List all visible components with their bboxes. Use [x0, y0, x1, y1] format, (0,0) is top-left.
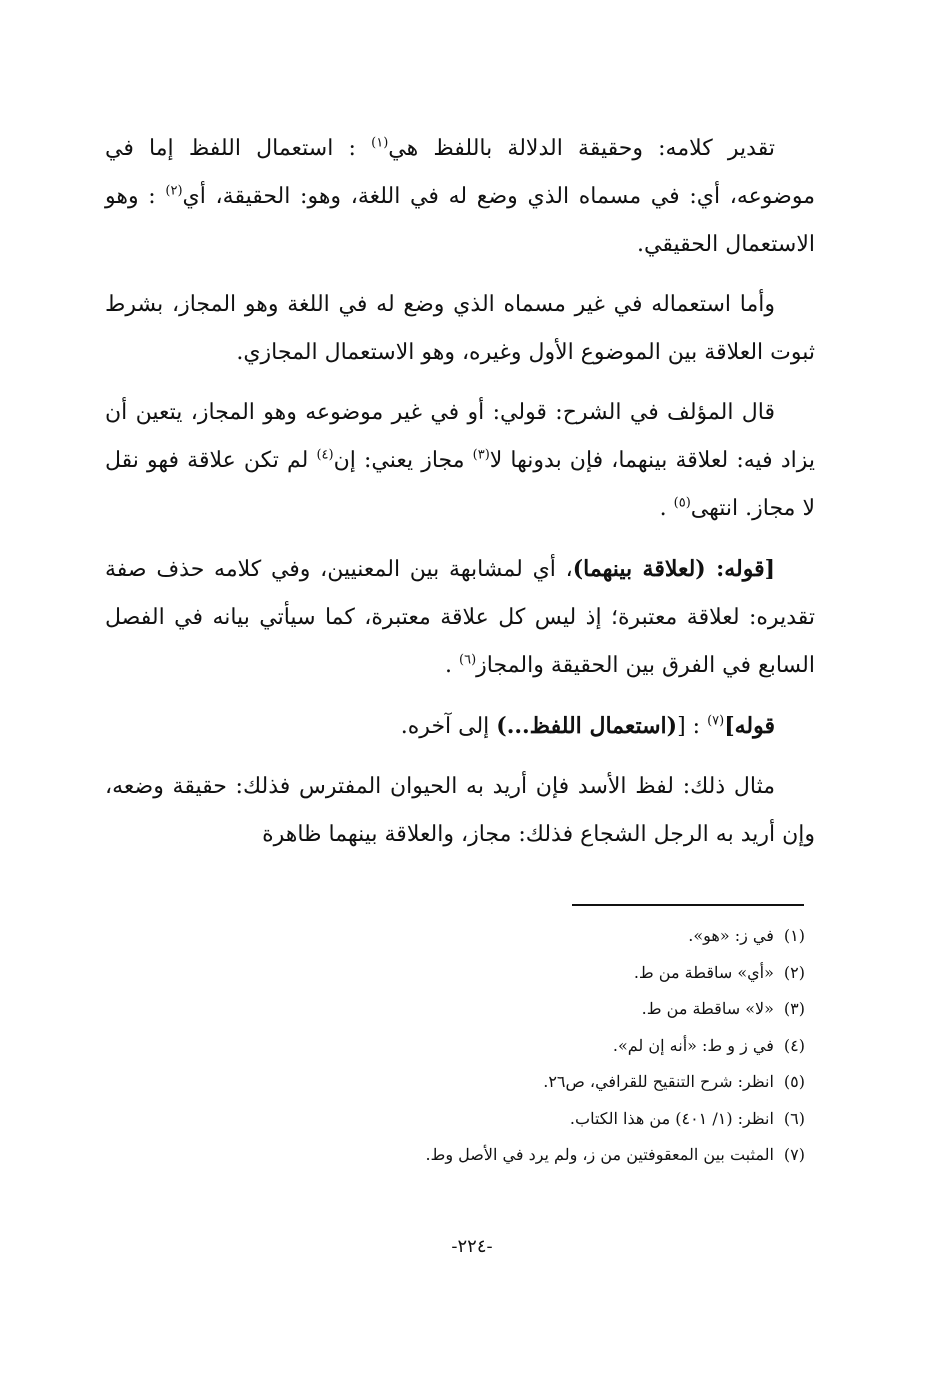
bold-lemma: [قوله: (لعلاقة بينهما) — [572, 556, 775, 582]
footnote-marker-5: (٥) — [673, 495, 691, 511]
text-segment: وأما استعماله في غير مسماه الذي وضع له في اللغة وهو المجاز، بشرط ثبوت العلاقة بين الموضوع الأول وغيره، وهو الاستعمال المجازي. — [105, 292, 815, 365]
bold-lemma: (استعمال اللفظ...) — [496, 713, 678, 739]
text-segment: مجاز يعني: إن — [333, 448, 473, 473]
text-segment: لم تكن علاقة فهو نقل لا مجاز. انتهى — [105, 448, 815, 521]
footnote-4 — [300, 1028, 805, 1065]
paragraph-2 — [105, 281, 815, 377]
footnote-marker-3: (٣) — [472, 447, 490, 463]
text-segment: . — [659, 496, 674, 521]
footnote-marker-2: (٢) — [165, 183, 183, 199]
paragraph-6 — [105, 763, 815, 859]
bold-lemma: قوله] — [724, 713, 775, 739]
text-segment: تقدير كلامه: وحقيقة الدلالة باللفظ هي — [388, 136, 775, 161]
footnote-marker-4: (٤) — [316, 447, 334, 463]
footnote-text: في ز: «هو». — [688, 926, 774, 945]
footnote-text: «أي» ساقطة من ط. — [633, 962, 774, 982]
footnote-number: (٢) — [783, 962, 805, 982]
footnote-text: انظر: (١/ ٤٠١) من هذا الكتاب. — [569, 1108, 774, 1128]
footnote-7 — [300, 1137, 805, 1174]
footnote-number: (١) — [783, 926, 805, 945]
page-number: -٢٢٤- — [451, 1236, 493, 1257]
paragraph-4 — [105, 545, 815, 690]
footnote-text: في ز و ط: «أنه إن لم». — [612, 1035, 774, 1055]
footnote-marker-1: (١) — [371, 135, 389, 151]
footnote-number: (٣) — [783, 999, 805, 1018]
paragraph-3 — [105, 389, 815, 533]
footnote-text: «لا» ساقطة من ط. — [641, 999, 774, 1018]
footnote-marker-6: (٦) — [459, 652, 477, 668]
footnote-number: (٧) — [783, 1145, 805, 1164]
footnote-5 — [300, 1064, 805, 1101]
footnote-text: انظر: شرح التنقيح للقرافي، ص٢٦. — [543, 1072, 774, 1091]
main-text — [105, 125, 815, 871]
paragraph-1 — [105, 125, 815, 269]
footnote-text: المثبت بين المعقوفتين من ز، ولم يرد في الأصل وط. — [425, 1145, 774, 1164]
text-segment: : [ — [677, 714, 708, 739]
footnote-marker-7: (٧) — [707, 713, 725, 729]
text-segment: إلى آخره. — [400, 714, 497, 739]
footnote-divider — [572, 904, 804, 906]
footnote-number: (٦) — [783, 1108, 805, 1128]
footnote-number: (٤) — [783, 1035, 805, 1055]
footnote-2 — [300, 955, 805, 992]
text-segment: . — [445, 653, 459, 678]
text-segment: قال المؤلف في الشرح: قولي: أو في غير موضوعه وهو المجاز، يتعين أن يزاد فيه: لعلاقة بينهما، فإن بدونها لا — [105, 400, 815, 473]
text-segment: : استعمال اللفظ إما في موضوعه، أي: في مسماه الذي وضع له في اللغة، وهو: الحقيقة، أي — [105, 136, 815, 209]
text-segment: مثال ذلك: لفظ الأسد فإن أريد به الحيوان المفترس فذلك: حقيقة وضعه، وإن أريد به الرجل الشجاع فذلك: مجاز، والعلاقة بينهما ظاهرة — [105, 774, 815, 847]
footnotes — [300, 918, 805, 1174]
text-segment: ، أي لمشابهة بين المعنيين، وفي كلامه حذف صفة تقديره: لعلاقة معتبرة؛ إذ ليس كل علاقة معتبرة، كما سيأتي بيانه في الفصل السابع في الفرق بين الحقيقة والمجاز — [105, 557, 815, 678]
footnote-3 — [300, 991, 805, 1028]
text-segment: : وهو الاستعمال الحقيقي. — [105, 184, 815, 257]
footnote-1 — [300, 918, 805, 955]
footnote-number: (٥) — [783, 1072, 805, 1091]
paragraph-5 — [105, 702, 815, 751]
footnote-6 — [300, 1101, 805, 1138]
